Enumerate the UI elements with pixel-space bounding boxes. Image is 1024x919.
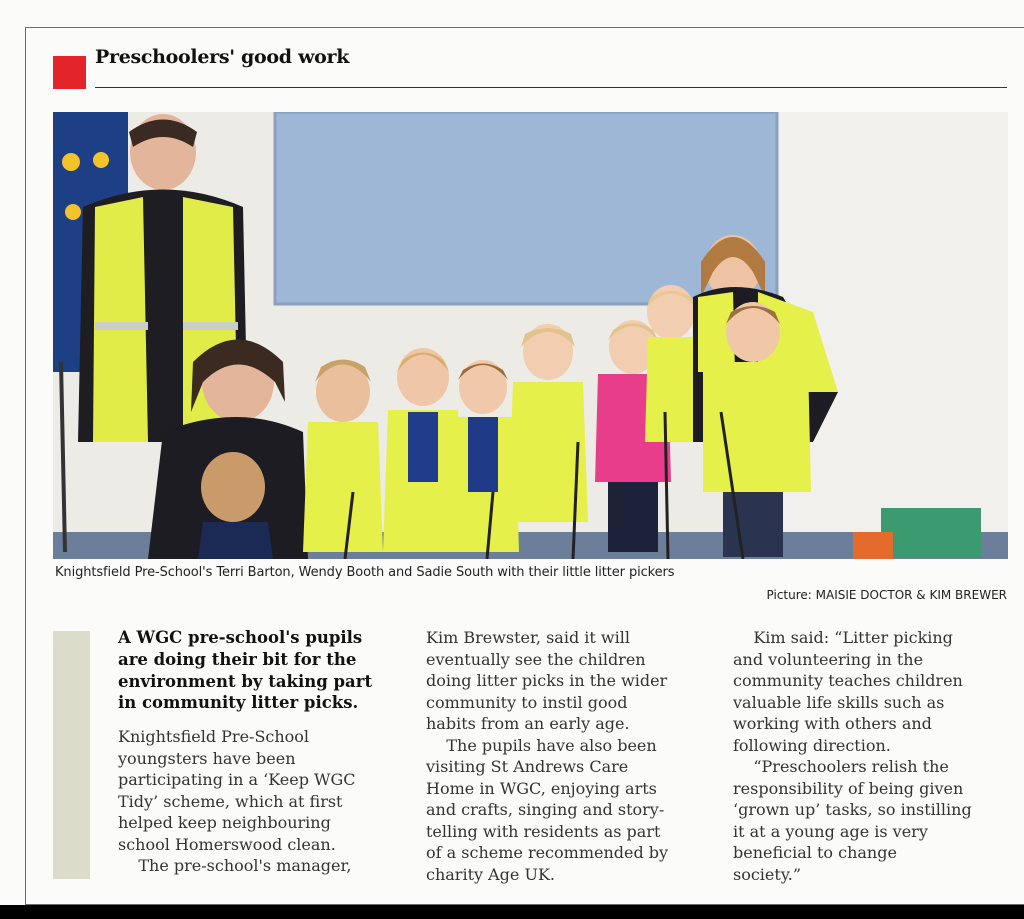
column-3-body: Kim said: “Litter picking and volunteering in the community teaches children valuable life skills such as working with others and following direction. “Preschoolers relish the responsibility of being given ‘grown up’ tasks, so instilling it at a young age is very beneficial to change society.” — [733, 628, 972, 884]
photo-credit: Picture: MAISIE DOCTOR & KIM BREWER — [766, 588, 1007, 602]
article-photo — [53, 112, 1008, 559]
side-bar — [53, 631, 90, 879]
headline-rule — [95, 87, 1007, 88]
column-1-body: Knightsfield Pre-School youngsters have been participating in a ‘Keep WGC Tidy’ scheme, which at first helped keep neighbouring school Homerswood clean. The pre-school's manager, — [118, 727, 356, 876]
column-2-body: Kim Brewster, said it will eventually see the children doing litter picks in the wider community to instil good habits from an early age. The pupils have also been visiting St Andrews Care Home in WGC, enjoying arts and crafts, singing and story- telling with residents as part of a scheme recommended by charity Age UK. — [426, 628, 669, 884]
photo-caption: Knightsfield Pre-School's Terri Barton, Wendy Booth and Sadie South with their little litter pickers — [55, 565, 675, 580]
bottom-black-bar — [0, 905, 1024, 919]
section-marker — [53, 56, 86, 89]
photo-of-group-icon — [53, 112, 1008, 559]
lead-paragraph: A WGC pre-school's pupils are doing their bit for the environment by taking part in community litter picks. — [118, 628, 373, 713]
column-3 — [733, 627, 1008, 885]
column-2 — [426, 627, 711, 885]
headline: Preschoolers' good work — [95, 46, 350, 68]
column-1 — [118, 627, 388, 877]
